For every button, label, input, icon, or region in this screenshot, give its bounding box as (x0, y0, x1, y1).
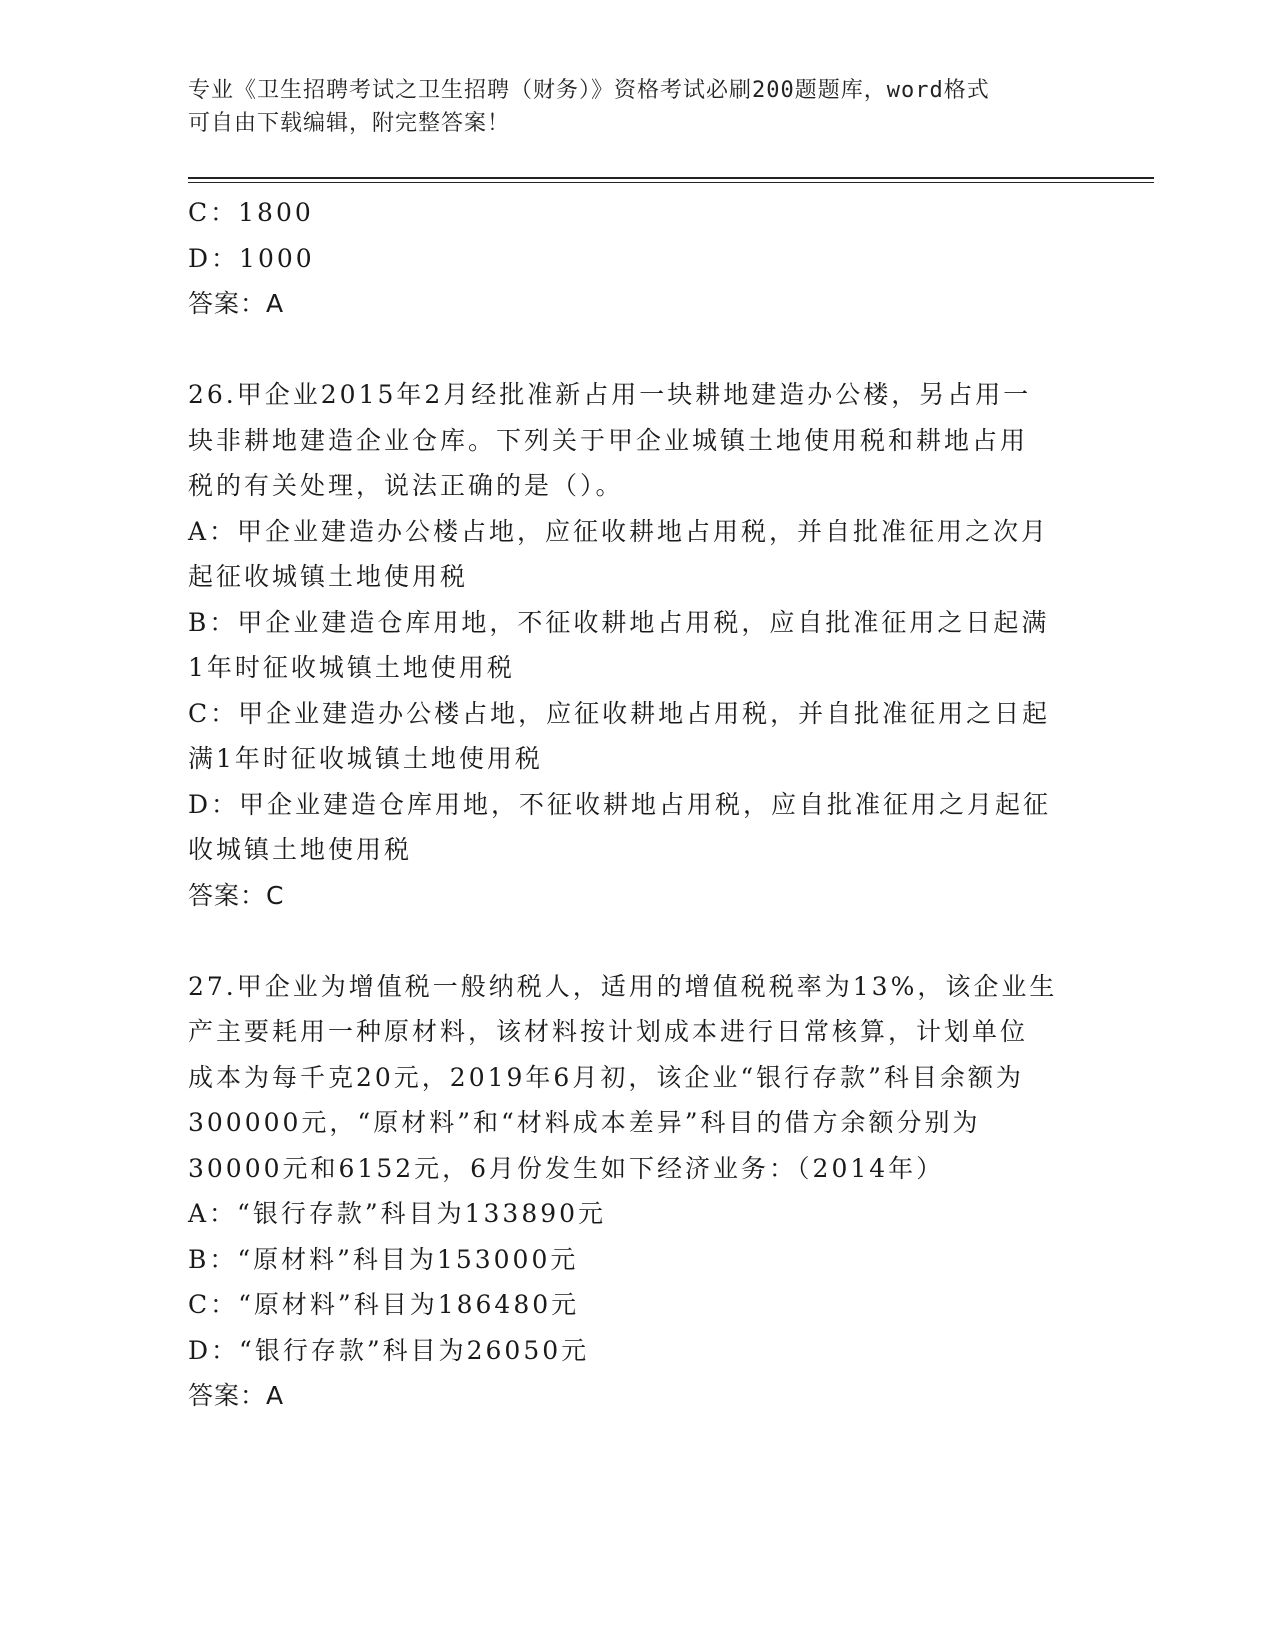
question-stem-line: 27.甲企业为增值税一般纳税人，适用的增值税税率为13%，该企业生 (188, 971, 1058, 1001)
question-stem-line: 成本为每千克20元，2019年6月初，该企业“银行存款”科目余额为 (188, 1062, 1024, 1092)
option-line: A：甲企业建造办公楼占地，应征收耕地占用税，并自批准征用之次月 (188, 516, 1050, 546)
option-line: C：“原材料”科目为186480元 (188, 1290, 580, 1319)
option-line: 收城镇土地使用税 (188, 835, 413, 864)
option-line: B：甲企业建造仓库用地，不征收耕地占用税，应自批准征用之日起满 (188, 607, 1050, 637)
header-line-2: 可自由下载编辑，附完整答案！ (188, 111, 511, 136)
question-stem-line: 30000元和6152元，6月份发生如下经济业务：（2014年） (188, 1153, 945, 1183)
option-line: D：甲企业建造仓库用地，不征收耕地占用税，应自批准征用之月起征 (188, 789, 1052, 819)
question-stem-line: 税的有关处理，说法正确的是（）。 (188, 471, 624, 500)
question-stem-line: 26.甲企业2015年2月经批准新占用一块耕地建造办公楼，另占用一 (188, 380, 1032, 409)
question-stem-line: 300000元，“原材料”和“材料成本差异”科目的借方余额分别为 (188, 1108, 981, 1137)
answer-line: 答案：A (188, 289, 285, 318)
document-body (188, 190, 1088, 1419)
option-line: A：“银行存款”科目为133890元 (188, 1199, 607, 1228)
spacer (188, 918, 1088, 964)
option-line: 起征收城镇土地使用税 (188, 562, 469, 591)
option-line: D：“银行存款”科目为26050元 (188, 1335, 590, 1365)
header-divider-thin (188, 182, 1154, 183)
option-line: D：1000 (188, 243, 315, 273)
answer-line: 答案：A (188, 1381, 285, 1410)
spacer (188, 327, 1088, 373)
option-line: 1年时征收城镇土地使用税 (188, 653, 515, 682)
header-line-1: 专业《卫生招聘考试之卫生招聘（财务）》资格考试必刷200题题库，word格式 (188, 78, 990, 103)
answer-line: 答案：C (188, 880, 285, 910)
question-stem-line: 块非耕地建造企业仓库。下列关于甲企业城镇土地使用税和耕地占用 (188, 425, 1029, 455)
option-line: C：甲企业建造办公楼占地，应征收耕地占用税，并自批准征用之日起 (188, 698, 1051, 728)
option-line: C：1800 (188, 198, 314, 227)
question-stem-line: 产主要耗用一种原材料，该材料按计划成本进行日常核算，计划单位 (188, 1017, 1029, 1046)
option-line: B：“原材料”科目为153000元 (188, 1244, 579, 1274)
option-line: 满1年时征收城镇土地使用税 (188, 744, 543, 773)
document-header (188, 74, 1088, 140)
header-divider-thick (188, 177, 1154, 179)
